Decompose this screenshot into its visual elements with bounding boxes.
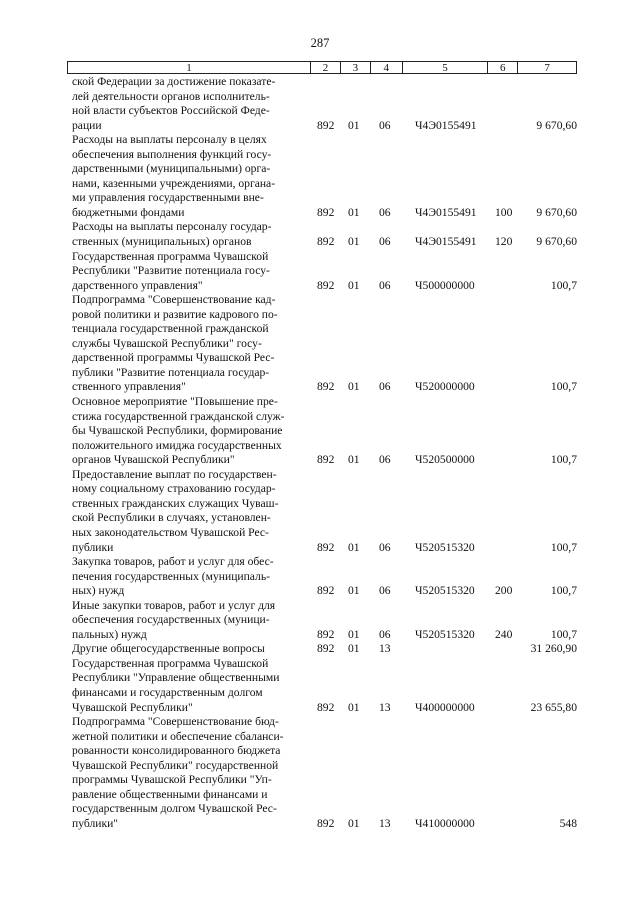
amount: 100,7	[550, 584, 577, 598]
header-col-3: 3	[340, 62, 370, 73]
description-line: публики"	[72, 816, 119, 830]
admin-code: 892	[317, 642, 335, 656]
subsection-code: 13	[379, 700, 391, 714]
description-line: службы Чувашской Республики" госу-	[72, 336, 262, 350]
target-item-code: Ч410000000	[415, 816, 475, 830]
description-line: ной власти субъектов Российской Феде-	[72, 104, 270, 118]
page-number: 287	[310, 36, 330, 50]
description-line: ственных (муниципальных) органов	[72, 235, 252, 249]
table-row	[67, 599, 577, 643]
table-row	[67, 133, 577, 220]
admin-code: 892	[317, 380, 335, 394]
subsection-code: 13	[379, 816, 391, 830]
row-description	[67, 250, 315, 294]
header-col-5: 5	[402, 62, 488, 73]
admin-code: 892	[317, 700, 335, 714]
description-line: Республики "Управление общественными	[72, 671, 280, 685]
description-line: обеспечения государственных (муници-	[72, 613, 270, 627]
subsection-code: 06	[379, 118, 391, 132]
amount: 9 670,60	[536, 205, 577, 219]
admin-code: 892	[317, 205, 335, 219]
expense-type-code: 100	[495, 205, 513, 219]
admin-code: 892	[317, 816, 335, 830]
table-row	[67, 293, 577, 395]
description-line: финансами и государственным долгом	[72, 685, 263, 699]
row-description	[67, 715, 315, 831]
description-line: ному социальному страхованию государ-	[72, 482, 276, 496]
subsection-code: 06	[379, 453, 391, 467]
description-line: бы Чувашской Республики, формирование	[72, 424, 283, 438]
description-line: ской Федерации за достижение показате-	[72, 75, 276, 88]
subsection-code: 06	[379, 584, 391, 598]
row-description	[67, 599, 315, 643]
header-col-2: 2	[310, 62, 340, 73]
description-line: дарственного управления"	[72, 278, 203, 292]
description-line: тенциала государственной гражданской	[72, 322, 269, 336]
description-line: ственного управления"	[72, 380, 186, 394]
admin-code: 892	[317, 235, 335, 249]
description-line: Основное мероприятие "Повышение пре-	[72, 395, 278, 409]
amount: 100,7	[550, 278, 577, 292]
description-line: Республики "Развитие потенциала госу-	[72, 264, 270, 278]
description-line: пальных) нужд	[72, 627, 147, 641]
target-item-code: Ч520515320	[415, 627, 475, 641]
description-line: публики	[72, 540, 114, 554]
description-line: дарственной программы Чувашской Рес-	[72, 351, 275, 365]
expense-type-code: 200	[495, 584, 513, 598]
section-code: 01	[348, 700, 360, 714]
row-description	[67, 642, 315, 657]
row-description	[67, 657, 315, 715]
section-code: 01	[348, 278, 360, 292]
description-line: ровой политики и развитие кадрового по-	[72, 307, 278, 321]
table-row	[67, 395, 577, 468]
description-line: Иные закупки товаров, работ и услуг для	[72, 598, 276, 612]
table-header-row	[67, 61, 577, 74]
table-row	[67, 657, 577, 715]
description-line: положительного имиджа государственных	[72, 438, 282, 452]
description-line: печения государственных (муниципаль-	[72, 569, 270, 583]
section-code: 01	[348, 540, 360, 554]
description-line: ми управления государственными вне-	[72, 191, 264, 205]
description-line: нами, казенными учреждениями, органа-	[72, 176, 276, 190]
target-item-code: Ч520000000	[415, 380, 475, 394]
budget-table	[67, 61, 577, 831]
description-line: обеспечения выполнения функций госу-	[72, 147, 272, 161]
description-line: равление общественными финансами и	[72, 787, 268, 801]
amount: 100,7	[550, 627, 577, 641]
header-col-1: 1	[186, 62, 192, 74]
header-col-6: 6	[487, 62, 517, 73]
table-body	[67, 74, 577, 831]
table-row	[67, 555, 577, 599]
header-col-7: 7	[517, 62, 576, 73]
target-item-code: Ч520515320	[415, 584, 475, 598]
row-description	[67, 133, 315, 220]
description-line: государственным долгом Чувашской Рес-	[72, 802, 277, 816]
amount: 9 670,60	[536, 118, 577, 132]
description-line: Расходы на выплаты персоналу в целях	[72, 133, 267, 147]
table-row	[67, 715, 577, 831]
subsection-code: 06	[379, 235, 391, 249]
admin-code: 892	[317, 118, 335, 132]
subsection-code: 13	[379, 642, 391, 656]
target-item-code: Ч400000000	[415, 700, 475, 714]
section-code: 01	[348, 816, 360, 830]
description-line: Подпрограмма "Совершенствование бюд-	[72, 715, 279, 729]
description-line: органов Чувашской Республики"	[72, 453, 235, 467]
description-line: Государственная программа Чувашской	[72, 656, 269, 670]
subsection-code: 06	[379, 278, 391, 292]
amount: 548	[559, 816, 577, 830]
description-line: Государственная программа Чувашской	[72, 249, 269, 263]
description-line: ской Республики в случаях, установлен-	[72, 511, 271, 525]
description-line: Другие общегосударственные вопросы	[72, 642, 265, 656]
target-item-code: Ч4Э0155491	[415, 235, 477, 249]
subsection-code: 06	[379, 380, 391, 394]
row-description	[67, 468, 315, 555]
target-item-code: Ч4Э0155491	[415, 118, 477, 132]
admin-code: 892	[317, 278, 335, 292]
admin-code: 892	[317, 453, 335, 467]
target-item-code: Ч520515320	[415, 540, 475, 554]
row-description	[67, 220, 315, 249]
description-line: дарственными (муниципальными) орга-	[72, 162, 271, 176]
amount: 100,7	[550, 380, 577, 394]
description-line: Расходы на выплаты персоналу государ-	[72, 220, 272, 234]
description-line: стижа государственной гражданской служ-	[72, 409, 285, 423]
expense-type-code: 240	[495, 627, 513, 641]
row-description	[67, 395, 315, 468]
description-line: Закупка товаров, работ и услуг для обес-	[72, 555, 274, 569]
subsection-code: 06	[379, 205, 391, 219]
description-line: бюджетными фондами	[72, 205, 185, 219]
subsection-code: 06	[379, 540, 391, 554]
description-line: жетной политики и обеспечение сбаланси-	[72, 729, 284, 743]
description-line: программы Чувашской Республики "Уп-	[72, 773, 272, 787]
target-item-code: Ч500000000	[415, 278, 475, 292]
row-description	[67, 555, 315, 599]
amount: 23 655,80	[530, 700, 577, 714]
amount: 100,7	[550, 453, 577, 467]
section-code: 01	[348, 380, 360, 394]
description-line: Подпрограмма "Совершенствование кад-	[72, 293, 276, 307]
section-code: 01	[348, 642, 360, 656]
table-row	[67, 250, 577, 294]
description-line: рации	[72, 118, 102, 132]
description-line: рованности консолидированного бюджета	[72, 744, 281, 758]
description-line: Чувашской Республики"	[72, 700, 193, 714]
target-item-code: Ч4Э0155491	[415, 205, 477, 219]
subsection-code: 06	[379, 627, 391, 641]
expense-type-code: 120	[495, 235, 513, 249]
section-code: 01	[348, 584, 360, 598]
amount: 100,7	[550, 540, 577, 554]
description-line: лей деятельности органов исполнитель-	[72, 89, 270, 103]
amount: 31 260,90	[530, 642, 577, 656]
header-col-4: 4	[370, 62, 402, 73]
section-code: 01	[348, 453, 360, 467]
description-line: Предоставление выплат по государствен-	[72, 467, 277, 481]
table-row	[67, 468, 577, 555]
amount: 9 670,60	[536, 235, 577, 249]
admin-code: 892	[317, 627, 335, 641]
table-row	[67, 75, 577, 133]
description-line: ных законодательством Чувашской Рес-	[72, 525, 269, 539]
admin-code: 892	[317, 584, 335, 598]
section-code: 01	[348, 627, 360, 641]
section-code: 01	[348, 118, 360, 132]
description-line: публики "Развитие потенциала государ-	[72, 365, 270, 379]
table-row	[67, 220, 577, 249]
section-code: 01	[348, 205, 360, 219]
description-line: Чувашской Республики" государственной	[72, 758, 279, 772]
description-line: ных) нужд	[72, 584, 125, 598]
description-line: ственных гражданских служащих Чуваш-	[72, 496, 279, 510]
row-description	[67, 75, 315, 133]
table-row	[67, 642, 577, 657]
row-description	[67, 293, 315, 395]
target-item-code: Ч520500000	[415, 453, 475, 467]
section-code: 01	[348, 235, 360, 249]
admin-code: 892	[317, 540, 335, 554]
